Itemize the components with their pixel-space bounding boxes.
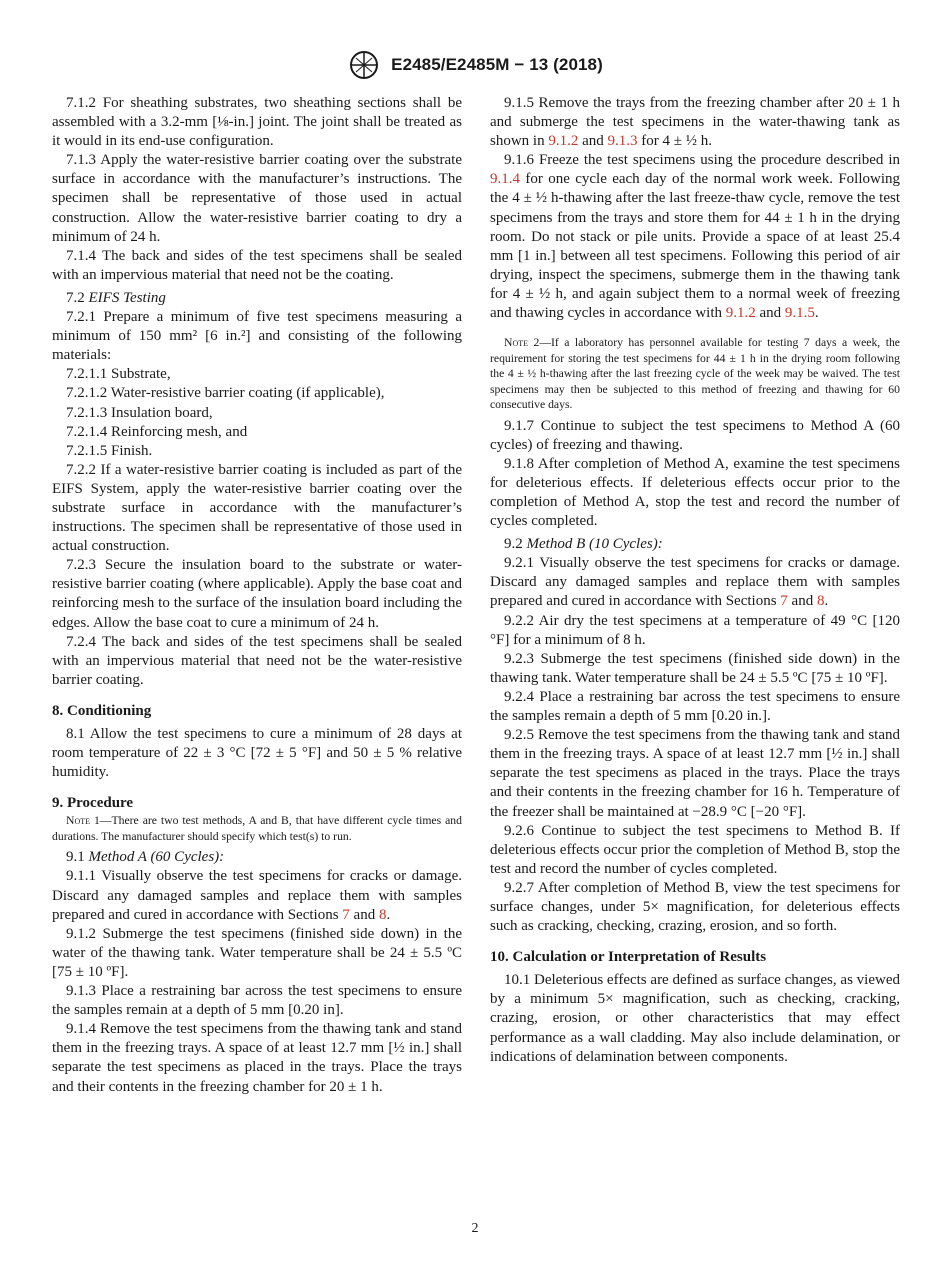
section-8-heading: 8. Conditioning xyxy=(52,702,152,719)
para-7-1-4: 7.1.4 The back and sides of the test specimens shall be sealed with an impervious material that need not be the coating. xyxy=(52,247,462,283)
ref-section-7[interactable]: 7 xyxy=(780,593,788,610)
para-9-1-7: 9.1.7 Continue to subject the test specimens to Method A (60 cycles) of freezing and thawing. xyxy=(490,417,900,453)
para-9-2-2: 9.2.2 Air dry the test specimens at a temperature of 49 °C [120 °F] for a minimum of 8 h. xyxy=(490,612,900,648)
left-column xyxy=(52,94,462,1097)
para-9-1-5: 9.1.5 Remove the trays from the freezing chamber after 20 ± 1 h and submerge the test specimens in the water-thawing tank as shown in 9.1.2 and 9.1.3 for 4 ± ½ h. xyxy=(490,95,900,150)
para-7-2-2: 7.2.2 If a water-resistive barrier coating is included as part of the EIFS System, apply the water-resistive barrier coating over the substrate surface in accordance with the manufacturer’s instructions. The specimen shall be representative of those used in actual construction. xyxy=(52,461,462,555)
ref-9-1-5[interactable]: 9.1.5 xyxy=(784,305,815,322)
right-column xyxy=(490,94,900,1067)
ref-section-8[interactable]: 8 xyxy=(816,593,825,610)
para-9-2-3: 9.2.3 Submerge the test specimens (finished side down) in the thawing tank. Water temperature shall be 24 ± 5.5 ºC [75 ± 10 ºF]. xyxy=(490,650,900,686)
material-item: 7.2.1.5 Finish. xyxy=(66,442,153,459)
astm-logo-icon xyxy=(347,50,381,80)
para-9-1-6: 9.1.6 Freeze the test specimens using the procedure described in 9.1.4 for one cycle each day of the normal work week. Following the 4 ± ½ h-thawing after the last freeze-thaw cycle, remove the test specimens from the trays and store them for 44 ± 1 h in the drying room. Do not stack or pile units. Provide a space of at least 25.4 mm [1 in.] between all test specimens. Following this period of air drying, inspect the specimens, submerge them in the thawing tank for 4 ± ½ h, and again subject them to a normal week of freezing and thawing cycles in accordance with 9.1.2 and 9.1.5. xyxy=(490,152,900,322)
ref-9-1-2[interactable]: 9.1.2 xyxy=(548,133,579,150)
para-9-1-4: 9.1.4 Remove the test specimens from the thawing tank and stand them in the freezing trays. A space of at least 12.7 mm [½ in.] shall separate the test specimens as placed in the trays. Place the trays and their contents in the freezing chamber for 20 ± 1 h. xyxy=(52,1021,462,1095)
page-number: 2 xyxy=(471,1221,479,1236)
ref-section-7[interactable]: 7 xyxy=(342,906,350,923)
note-1: Note 1—There are two test methods, A and B, that have different cycle times and durations. The manufacturer should specify which test(s) to run. xyxy=(52,814,462,843)
para-7-2-1: 7.2.1 Prepare a minimum of five test specimens measuring a minimum of 150 mm² [6 in.²] and consisting of the following materials: xyxy=(52,309,462,364)
standard-designation: E2485/E2485M − 13 (2018) xyxy=(391,55,603,74)
ref-9-1-2[interactable]: 9.1.2 xyxy=(725,305,756,322)
para-7-2-4: 7.2.4 The back and sides of the test specimens shall be sealed with an impervious material that need not be the water-resistive barrier coating. xyxy=(52,633,462,688)
note-2: Note 2—If a laboratory has personnel available for testing 7 days a week, the requirement for storing the test specimens for 44 ± 1 h in the drying room following the 4 ± ½ h-thawing after the last freezing cycle of the week may be waived. The test specimens may then be subjected to this method of freezing and thawing for 60 consecutive days. xyxy=(490,336,900,412)
para-7-1-3: 7.1.3 Apply the water-resistive barrier coating over the substrate surface in accordance with the manufacturer’s instructions. The specimen shall be representative of those used in actual construction. Allow the water-resistive barrier coating to dry a minimum of 24 h. xyxy=(52,152,462,245)
para-9-2-7: 9.2.7 After completion of Method B, view the test specimens for surface changes, under 5× magnification, for deleterious effects such as cracking, checking, crazing, erosion, and so forth. xyxy=(490,879,900,935)
section-7-2-heading: 7.2 EIFS Testing xyxy=(66,289,166,306)
section-9-heading: 9. Procedure xyxy=(52,795,134,812)
para-9-1-8: 9.1.8 After completion of Method A, examine the test specimens for deleterious effects. If deleterious effects occur prior to the completion of Method A, stop the test and record the number of cycles completed. xyxy=(490,455,900,530)
para-9-2-5: 9.2.5 Remove the test specimens from the thawing tank and stand them in the freezing trays. A space of at least 12.7 mm [½ in.] shall separate the test specimens as placed in the trays. Place the trays and their contents in the freezing chamber for 16 h. Temperature of the freezer shall be maintained at −28.9 °C [−20 °F]. xyxy=(490,727,900,820)
section-9-1-heading: 9.1 Method A (60 Cycles): xyxy=(66,849,225,866)
ref-9-1-4[interactable]: 9.1.4 xyxy=(490,171,520,188)
para-9-1-3: 9.1.3 Place a restraining bar across the test specimens to ensure the samples remain at a depth of 5 mm [0.20 in]. xyxy=(52,983,462,1019)
para-9-1-1: 9.1.1 Visually observe the test specimens for cracks or damage. Discard any damaged samples and replace them with samples prepared and cured in accordance with Sections 7 and 8. xyxy=(52,868,462,923)
section-10-heading: 10. Calculation or Interpretation of Results xyxy=(490,949,767,966)
para-8-1: 8.1 Allow the test specimens to cure a minimum of 28 days at room temperature of 22 ± 3 °C [72 ± 5 °F] and 50 ± 5 % relative humidity. xyxy=(52,726,462,781)
para-9-2-6: 9.2.6 Continue to subject the test specimens to Method B. If deleterious effects occur prior the completion of Method B, stop the test and record the number of cycles completed. xyxy=(490,822,900,877)
section-9-2-heading: 9.2 Method B (10 Cycles): xyxy=(504,536,663,553)
material-item: 7.2.1.2 Water-resistive barrier coating (if applicable), xyxy=(66,385,385,402)
material-item: 7.2.1.1 Substrate, xyxy=(66,366,171,383)
para-10-1: 10.1 Deleterious effects are defined as surface changes, as viewed by a minimum 5× magnification, such as checking, cracking, crazing, erosion, or other characteristics that may effect performance as a wall cladding. May also include delamination, or indications of delamination between components. xyxy=(490,972,900,1065)
ref-9-1-3[interactable]: 9.1.3 xyxy=(607,133,638,150)
para-9-2-4: 9.2.4 Place a restraining bar across the test specimens to ensure the samples remain a depth of 5 mm [0.20 in.]. xyxy=(490,688,900,725)
para-7-2-3: 7.2.3 Secure the insulation board to the substrate or water-resistive barrier coating (where applicable). Apply the base coat and reinforcing mesh to the surface of the insulation board including the edges. Allow the base coat to cure a minimum of 24 h. xyxy=(52,557,462,631)
para-7-1-2: 7.1.2 For sheathing substrates, two sheathing sections shall be assembled with a 3.2-mm [⅛-in.] joint. The joint shall be treated as it would in its end-use configuration. xyxy=(52,95,462,150)
ref-section-8[interactable]: 8 xyxy=(378,906,387,923)
material-item: 7.2.1.3 Insulation board, xyxy=(66,404,213,421)
page-header xyxy=(0,50,950,84)
para-9-1-2: 9.1.2 Submerge the test specimens (finished side down) in the water of the thawing tank. Water temperature shall be 24 ± 5.5 ºC [75 ± 10 ºF]. xyxy=(52,925,462,980)
para-9-2-1: 9.2.1 Visually observe the test specimens for cracks or damage. Discard any damaged samples and replace them with samples prepared and cured in accordance with Sections 7 and 8. xyxy=(490,555,900,610)
material-item: 7.2.1.4 Reinforcing mesh, and xyxy=(66,423,248,440)
